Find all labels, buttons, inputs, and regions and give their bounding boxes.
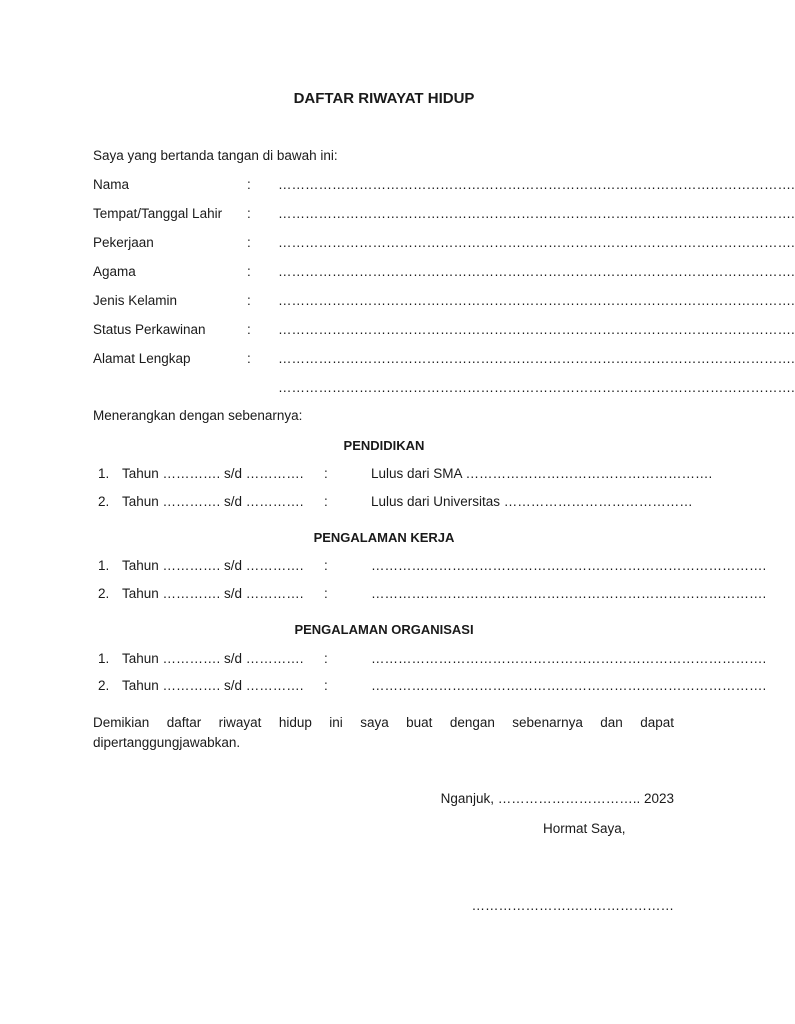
year-range: Tahun …………. s/d …………. bbox=[122, 651, 304, 666]
item-colon: : bbox=[324, 651, 328, 666]
declaration-text: Menerangkan dengan sebenarnya: bbox=[93, 408, 303, 423]
document-title: DAFTAR RIWAYAT HIDUP bbox=[293, 90, 475, 107]
field-colon: : bbox=[247, 235, 251, 250]
list-number: 2. bbox=[98, 494, 110, 509]
field-colon: : bbox=[247, 206, 251, 221]
organization-detail: ……………………………………………………………………………. bbox=[371, 678, 767, 693]
field-label-tempat-tanggal-lahir: Tempat/Tanggal Lahir bbox=[93, 206, 223, 221]
education-detail: Lulus dari SMA ………………………………………………. bbox=[371, 466, 713, 481]
list-number: 1. bbox=[98, 651, 110, 666]
item-colon: : bbox=[324, 494, 328, 509]
field-label-status-perkawinan: Status Perkawinan bbox=[93, 322, 206, 337]
year-range: Tahun …………. s/d …………. bbox=[122, 558, 304, 573]
section-heading-pengalaman-kerja: PENGALAMAN KERJA bbox=[313, 530, 455, 545]
field-colon: : bbox=[247, 264, 251, 279]
closing-statement: Demikian daftar riwayat hidup ini saya buat dengan sebenarnya dan dapat dipertanggungjawabkan. bbox=[93, 715, 674, 750]
item-colon: : bbox=[324, 558, 328, 573]
year-range: Tahun …………. s/d …………. bbox=[122, 678, 304, 693]
work-detail: ……………………………………………………………………………. bbox=[371, 558, 767, 573]
list-number: 2. bbox=[98, 586, 110, 601]
field-label-agama: Agama bbox=[93, 264, 136, 279]
section-heading-pengalaman-organisasi: PENGALAMAN ORGANISASI bbox=[294, 622, 474, 637]
year-range: Tahun …………. s/d …………. bbox=[122, 466, 304, 481]
field-colon: : bbox=[247, 351, 251, 366]
field-value-pekerjaan: ……………………………………………………………………………………………………. bbox=[278, 235, 795, 250]
field-label-jenis-kelamin: Jenis Kelamin bbox=[93, 293, 178, 308]
field-value-status-perkawinan: ……………………………………………………………………………………………………. bbox=[278, 322, 795, 337]
intro-text: Saya yang bertanda tangan di bawah ini: bbox=[93, 148, 338, 163]
field-colon: : bbox=[247, 293, 251, 308]
field-label-alamat-lengkap: Alamat Lengkap bbox=[93, 351, 191, 366]
education-detail: Lulus dari Universitas …………………………………… bbox=[371, 494, 693, 509]
item-colon: : bbox=[324, 678, 328, 693]
regards-text: Hormat Saya, bbox=[543, 821, 626, 836]
field-value-jenis-kelamin: ……………………………………………………………………………………………………. bbox=[278, 293, 795, 308]
field-value-nama: ……………………………………………………………………………………………………. bbox=[278, 177, 795, 192]
year-range: Tahun …………. s/d …………. bbox=[122, 494, 304, 509]
field-value-alamat-line2: ……………………………………………………………………………………………………. bbox=[278, 380, 795, 395]
field-colon: : bbox=[247, 177, 251, 192]
field-value-tempat-tanggal-lahir: ……………………………………………………………………………………………………. bbox=[278, 206, 795, 221]
signature-line: ……………………………………… bbox=[471, 898, 674, 913]
field-label-pekerjaan: Pekerjaan bbox=[93, 235, 154, 250]
item-colon: : bbox=[324, 466, 328, 481]
list-number: 1. bbox=[98, 558, 110, 573]
field-label-nama: Nama bbox=[93, 177, 130, 192]
place-date: Nganjuk, ………………………….. 2023 bbox=[440, 791, 674, 806]
year-range: Tahun …………. s/d …………. bbox=[122, 586, 304, 601]
field-colon: : bbox=[247, 322, 251, 337]
item-colon: : bbox=[324, 586, 328, 601]
section-heading-pendidikan: PENDIDIKAN bbox=[343, 438, 425, 453]
field-value-agama: ……………………………………………………………………………………………………. bbox=[278, 264, 795, 279]
work-detail: ……………………………………………………………………………. bbox=[371, 586, 767, 601]
organization-detail: ……………………………………………………………………………. bbox=[371, 651, 767, 666]
field-value-alamat-lengkap: ……………………………………………………………………………………………………. bbox=[278, 351, 795, 366]
list-number: 2. bbox=[98, 678, 110, 693]
list-number: 1. bbox=[98, 466, 110, 481]
